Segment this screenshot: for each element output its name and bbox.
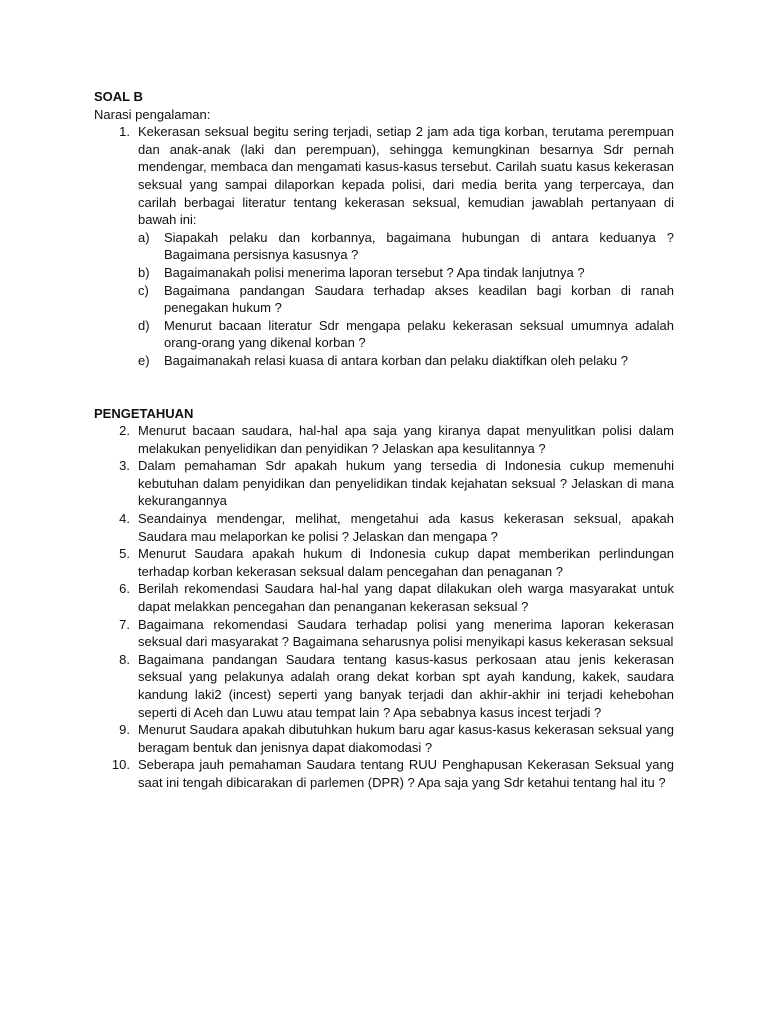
- question-item-3: [94, 457, 674, 510]
- section-heading-soal-b: SOAL B: [94, 89, 143, 104]
- question-item-10: [94, 756, 674, 791]
- question-item-5: [94, 545, 674, 580]
- question-text: Dalam pemahaman Sdr apakah hukum yang tersedia di Indonesia cukup memenuhi kebutuhan dalam penyidikan dan penyelidikan tindak kejahatan seksual ? Jelaskan di mana kekurangannya: [138, 458, 674, 509]
- question-number: 5.: [119, 546, 130, 562]
- question-item-4: [94, 510, 674, 545]
- sub-question-letter: a): [138, 229, 150, 245]
- sub-question-a: [138, 229, 674, 264]
- question-item-7: [94, 616, 674, 651]
- question-text: Seandainya mendengar, melihat, mengetahui ada kasus kekerasan seksual, apakah Saudara mau melaporkan ke polisi ? Jelaskan dan mengapa ?: [138, 511, 674, 544]
- sub-question-letter: d): [138, 317, 150, 333]
- question-number: 6.: [119, 581, 130, 597]
- question-number: 2.: [119, 423, 130, 439]
- question-number: 9.: [119, 722, 130, 738]
- question-text: Menurut bacaan saudara, hal-hal apa saja yang kiranya dapat menyulitkan polisi dalam melakukan penyelidikan dan penyidikan ? Jelaskan apa kesulitannya ?: [138, 423, 674, 456]
- question-text: Seberapa jauh pemahaman Saudara tentang RUU Penghapusan Kekerasan Seksual yang saat ini tengah dibicarakan di parlemen (DPR) ? Apa saja yang Sdr ketahui tentang hal itu ?: [138, 757, 674, 790]
- question-text: Menurut Saudara apakah dibutuhkan hukum baru agar kasus-kasus kekerasan seksual yang beragam bentuk dan jenisnya dapat diakomodasi ?: [138, 722, 674, 755]
- question-item-2: [94, 422, 674, 457]
- question-number: 3.: [119, 458, 130, 474]
- question-text: Bagaimana rekomendasi Saudara terhadap polisi yang menerima laporan kekerasan seksual dari masyarakat ? Bagaimana seharusnya polisi menyikapi kasus kekerasan seksual: [138, 616, 674, 650]
- question-text: Kekerasan seksual begitu sering terjadi, setiap 2 jam ada tiga korban, terutama perempuan dan anak-anak (laki dan perempuan), sehingga kemungkinan besarnya Sdr pernah mendengar, membaca dan mengamati kasus-kasus tersebut. Carilah suatu kasus kekerasan seksual yang sampai dilaporkan kepada polisi, dari media berita yang terpercaya, dan carilah berbagai literatur tentang kekerasan seksual, kemudian jawablah pertanyaan di bawah ini:: [138, 124, 674, 228]
- sub-question-text: Bagaimanakah relasi kuasa di antara korban dan pelaku diaktifkan oleh pelaku ?: [164, 352, 628, 368]
- section-subheading-narasi: Narasi pengalaman:: [94, 106, 211, 122]
- sub-question-text: Menurut bacaan literatur Sdr mengapa pelaku kekerasan seksual umumnya adalah orang-orang yang dikenal korban ?: [164, 317, 674, 351]
- sub-question-text: Bagaimanakah polisi menerima laporan tersebut ? Apa tindak lanjutnya ?: [164, 264, 585, 280]
- question-number: 8.: [119, 651, 130, 667]
- question-text: Menurut Saudara apakah hukum di Indonesia cukup dapat memberikan perlindungan terhadap korban kekerasan seksual dalam pencegahan dan penaganan ?: [138, 546, 674, 579]
- question-item-6: [94, 580, 674, 615]
- sub-question-text: Bagaimana pandangan Saudara terhadap akses keadilan bagi korban di ranah penegakan hukum ?: [164, 282, 674, 316]
- section-spacer: [94, 370, 674, 405]
- document-content: [94, 88, 674, 792]
- sub-question-text: Siapakah pelaku dan korbannya, bagaimana hubungan di antara keduanya ? Bagaimana persisnya kasusnya ?: [164, 229, 674, 263]
- section-heading-pengetahuan: PENGETAHUAN: [94, 405, 194, 421]
- sub-question-e: [138, 352, 674, 370]
- question-text: Berilah rekomendasi Saudara hal-hal yang dapat dilakukan oleh warga masyarakat untuk dapat melakkan pencegahan dan penanganan kekerasan seksual ?: [138, 581, 674, 615]
- question-item-8: [94, 651, 674, 721]
- sub-question-c: [138, 282, 674, 317]
- question-number: 4.: [119, 511, 130, 527]
- sub-question-b: [138, 264, 674, 282]
- question-item-9: [94, 721, 674, 756]
- question-item-1: [94, 123, 674, 369]
- sub-question-letter: e): [138, 352, 150, 368]
- question-number: 10.: [111, 757, 130, 773]
- sub-question-letter: c): [138, 282, 149, 298]
- question-number: 1.: [119, 124, 130, 140]
- question-text: Bagaimana pandangan Saudara tentang kasus-kasus perkosaan atau jenis kekerasan seksual yang pelakunya adalah orang dekat korban spt ayah kandung, kakek, saudara kandung laki2 (incest) seperti yang banyak terjadi dan akhir-akhir ini terjadi kehebohan seperti di Aceh dan Luwu atau tempat lain ? Apa sebabnya kasus incest terjadi ?: [138, 651, 674, 720]
- sub-question-list: [138, 229, 674, 370]
- sub-question-letter: b): [138, 264, 150, 280]
- sub-question-d: [138, 317, 674, 352]
- question-number: 7.: [119, 616, 130, 632]
